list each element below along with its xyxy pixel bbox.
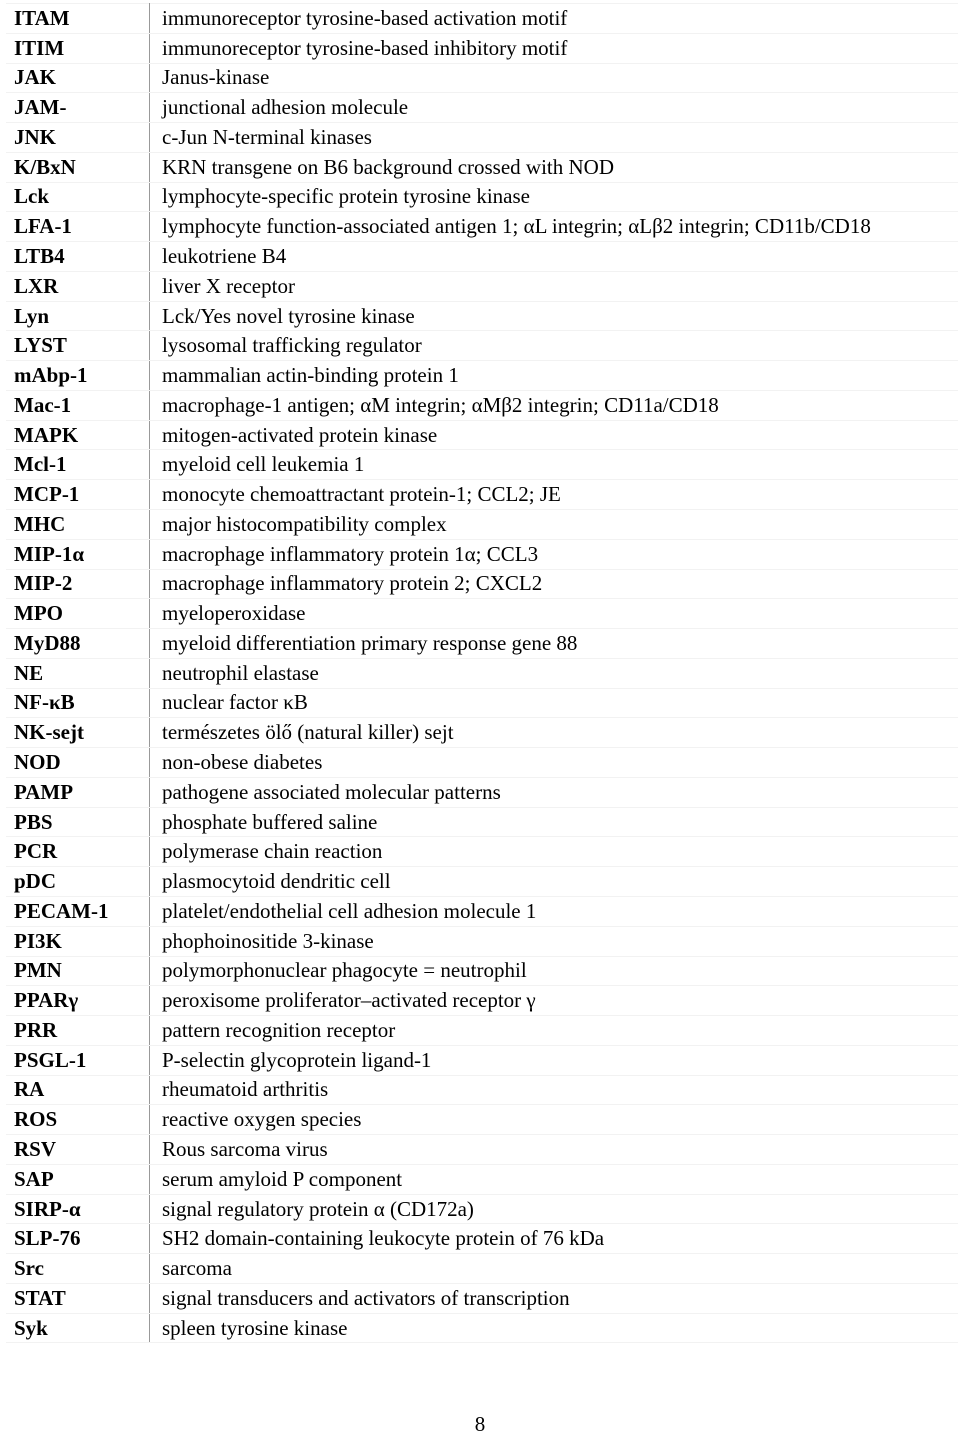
abbreviation-term: MHC bbox=[6, 510, 150, 540]
abbreviation-term: SAP bbox=[6, 1164, 150, 1194]
abbreviation-row bbox=[6, 539, 958, 569]
abbreviation-row bbox=[6, 242, 958, 272]
abbreviation-definition: sarcoma bbox=[150, 1254, 959, 1284]
abbreviation-term: NF-κB bbox=[6, 688, 150, 718]
abbreviation-term: SLP-76 bbox=[6, 1224, 150, 1254]
abbreviation-term: PMN bbox=[6, 956, 150, 986]
abbreviation-definition: mammalian actin-binding protein 1 bbox=[150, 361, 959, 391]
abbreviation-term: K/BxN bbox=[6, 152, 150, 182]
abbreviation-term: ITAM bbox=[6, 4, 150, 34]
abbreviation-row bbox=[6, 1075, 958, 1105]
abbreviation-definition: SH2 domain-containing leukocyte protein of 76 kDa bbox=[150, 1224, 959, 1254]
abbreviation-row bbox=[6, 1135, 958, 1165]
abbreviation-term: MCP-1 bbox=[6, 480, 150, 510]
abbreviation-definition: spleen tyrosine kinase bbox=[150, 1313, 959, 1343]
page-number: 8 bbox=[474, 1412, 486, 1436]
abbreviation-row bbox=[6, 1164, 958, 1194]
abbreviation-row bbox=[6, 1224, 958, 1254]
abbreviation-row bbox=[6, 93, 958, 123]
abbreviation-term: MyD88 bbox=[6, 629, 150, 659]
abbreviation-term: Mac-1 bbox=[6, 390, 150, 420]
abbreviation-term: PRR bbox=[6, 1016, 150, 1046]
abbreviation-row bbox=[6, 361, 958, 391]
abbreviation-row bbox=[6, 629, 958, 659]
abbreviation-definition: természetes ölő (natural killer) sejt bbox=[150, 718, 959, 748]
abbreviation-definition: c-Jun N-terminal kinases bbox=[150, 123, 959, 153]
abbreviation-row bbox=[6, 123, 958, 153]
abbreviation-row bbox=[6, 152, 958, 182]
abbreviation-row bbox=[6, 807, 958, 837]
abbreviation-term: PBS bbox=[6, 807, 150, 837]
abbreviation-table-body bbox=[6, 4, 958, 1343]
abbreviation-definition: signal regulatory protein α (CD172a) bbox=[150, 1194, 959, 1224]
abbreviation-definition: leukotriene B4 bbox=[150, 242, 959, 272]
abbreviation-definition: mitogen-activated protein kinase bbox=[150, 420, 959, 450]
abbreviation-term: STAT bbox=[6, 1283, 150, 1313]
abbreviation-row bbox=[6, 301, 958, 331]
abbreviation-definition: reactive oxygen species bbox=[150, 1105, 959, 1135]
abbreviation-term: Lyn bbox=[6, 301, 150, 331]
abbreviation-term: RSV bbox=[6, 1135, 150, 1165]
abbreviation-definition: lymphocyte-specific protein tyrosine kinase bbox=[150, 182, 959, 212]
abbreviation-term: Mcl-1 bbox=[6, 450, 150, 480]
abbreviation-definition: immunoreceptor tyrosine-based inhibitory motif bbox=[150, 33, 959, 63]
abbreviation-term: LYST bbox=[6, 331, 150, 361]
abbreviation-definition: myeloid cell leukemia 1 bbox=[150, 450, 959, 480]
abbreviation-row bbox=[6, 480, 958, 510]
abbreviation-term: MAPK bbox=[6, 420, 150, 450]
abbreviation-term: ITIM bbox=[6, 33, 150, 63]
abbreviation-row bbox=[6, 896, 958, 926]
abbreviation-term: NK-sejt bbox=[6, 718, 150, 748]
abbreviation-definition: P-selectin glycoprotein ligand-1 bbox=[150, 1045, 959, 1075]
abbreviation-row bbox=[6, 1105, 958, 1135]
abbreviation-definition: neutrophil elastase bbox=[150, 658, 959, 688]
abbreviation-term: PI3K bbox=[6, 926, 150, 956]
abbreviation-row bbox=[6, 867, 958, 897]
abbreviation-definition: myeloperoxidase bbox=[150, 599, 959, 629]
abbreviation-definition: platelet/endothelial cell adhesion molecule 1 bbox=[150, 896, 959, 926]
abbreviation-row bbox=[6, 182, 958, 212]
abbreviation-term: ROS bbox=[6, 1105, 150, 1135]
abbreviation-term: JNK bbox=[6, 123, 150, 153]
abbreviation-term: PAMP bbox=[6, 777, 150, 807]
abbreviation-definition: liver X receptor bbox=[150, 271, 959, 301]
abbreviation-row bbox=[6, 926, 958, 956]
abbreviation-term: JAK bbox=[6, 63, 150, 93]
abbreviation-term: LXR bbox=[6, 271, 150, 301]
abbreviation-row bbox=[6, 569, 958, 599]
abbreviation-definition: monocyte chemoattractant protein-1; CCL2; JE bbox=[150, 480, 959, 510]
abbreviation-term: PCR bbox=[6, 837, 150, 867]
abbreviation-definition: macrophage inflammatory protein 2; CXCL2 bbox=[150, 569, 959, 599]
abbreviation-term: pDC bbox=[6, 867, 150, 897]
abbreviation-row bbox=[6, 718, 958, 748]
abbreviation-definition: macrophage-1 antigen; αM integrin; αMβ2 integrin; CD11a/CD18 bbox=[150, 390, 959, 420]
abbreviation-row bbox=[6, 837, 958, 867]
abbreviation-definition: Lck/Yes novel tyrosine kinase bbox=[150, 301, 959, 331]
abbreviation-row bbox=[6, 956, 958, 986]
abbreviation-definition: macrophage inflammatory protein 1α; CCL3 bbox=[150, 539, 959, 569]
abbreviation-definition: immunoreceptor tyrosine-based activation motif bbox=[150, 4, 959, 34]
abbreviation-row bbox=[6, 688, 958, 718]
abbreviation-row bbox=[6, 599, 958, 629]
abbreviation-definition: peroxisome proliferator–activated receptor γ bbox=[150, 986, 959, 1016]
abbreviation-definition: phophoinositide 3-kinase bbox=[150, 926, 959, 956]
abbreviation-row bbox=[6, 212, 958, 242]
abbreviation-definition: non-obese diabetes bbox=[150, 748, 959, 778]
abbreviation-term: PECAM-1 bbox=[6, 896, 150, 926]
abbreviation-definition: polymorphonuclear phagocyte = neutrophil bbox=[150, 956, 959, 986]
abbreviation-term: mAbp-1 bbox=[6, 361, 150, 391]
abbreviation-row bbox=[6, 1016, 958, 1046]
abbreviation-term: Src bbox=[6, 1254, 150, 1284]
abbreviation-row bbox=[6, 1283, 958, 1313]
abbreviation-row bbox=[6, 450, 958, 480]
abbreviation-row bbox=[6, 748, 958, 778]
abbreviation-term: LFA-1 bbox=[6, 212, 150, 242]
abbreviation-row bbox=[6, 986, 958, 1016]
abbreviation-table bbox=[6, 3, 958, 1343]
abbreviation-row bbox=[6, 390, 958, 420]
abbreviation-row bbox=[6, 510, 958, 540]
abbreviation-row bbox=[6, 658, 958, 688]
abbreviation-definition: polymerase chain reaction bbox=[150, 837, 959, 867]
abbreviation-definition: nuclear factor κB bbox=[150, 688, 959, 718]
abbreviation-definition: KRN transgene on B6 background crossed with NOD bbox=[150, 152, 959, 182]
abbreviation-row bbox=[6, 331, 958, 361]
abbreviation-definition: Rous sarcoma virus bbox=[150, 1135, 959, 1165]
abbreviation-row bbox=[6, 4, 958, 34]
abbreviation-definition: major histocompatibility complex bbox=[150, 510, 959, 540]
abbreviation-definition: serum amyloid P component bbox=[150, 1164, 959, 1194]
abbreviation-term: Lck bbox=[6, 182, 150, 212]
abbreviation-row bbox=[6, 63, 958, 93]
abbreviation-definition: pathogene associated molecular patterns bbox=[150, 777, 959, 807]
abbreviation-term: PPARγ bbox=[6, 986, 150, 1016]
abbreviation-definition: plasmocytoid dendritic cell bbox=[150, 867, 959, 897]
abbreviation-term: RA bbox=[6, 1075, 150, 1105]
abbreviation-term: NE bbox=[6, 658, 150, 688]
abbreviation-row bbox=[6, 777, 958, 807]
abbreviation-term: MIP-2 bbox=[6, 569, 150, 599]
abbreviation-definition: lymphocyte function-associated antigen 1; αL integrin; αLβ2 integrin; CD11b/CD18 bbox=[150, 212, 959, 242]
abbreviation-definition: lysosomal trafficking regulator bbox=[150, 331, 959, 361]
abbreviation-term: NOD bbox=[6, 748, 150, 778]
abbreviation-definition: signal transducers and activators of transcription bbox=[150, 1283, 959, 1313]
abbreviation-term: MIP-1α bbox=[6, 539, 150, 569]
abbreviation-definition: phosphate buffered saline bbox=[150, 807, 959, 837]
abbreviation-row bbox=[6, 33, 958, 63]
abbreviation-row bbox=[6, 420, 958, 450]
abbreviation-definition: junctional adhesion molecule bbox=[150, 93, 959, 123]
abbreviation-term: SIRP-α bbox=[6, 1194, 150, 1224]
abbreviation-term: JAM- bbox=[6, 93, 150, 123]
abbreviation-row bbox=[6, 271, 958, 301]
abbreviation-definition: rheumatoid arthritis bbox=[150, 1075, 959, 1105]
abbreviation-row bbox=[6, 1313, 958, 1343]
abbreviation-term: LTB4 bbox=[6, 242, 150, 272]
abbreviation-definition: Janus-kinase bbox=[150, 63, 959, 93]
abbreviation-term: MPO bbox=[6, 599, 150, 629]
abbreviation-row bbox=[6, 1254, 958, 1284]
abbreviation-term: PSGL-1 bbox=[6, 1045, 150, 1075]
abbreviation-row bbox=[6, 1045, 958, 1075]
abbreviation-definition: pattern recognition receptor bbox=[150, 1016, 959, 1046]
abbreviation-term: Syk bbox=[6, 1313, 150, 1343]
abbreviation-row bbox=[6, 1194, 958, 1224]
abbreviation-definition: myeloid differentiation primary response gene 88 bbox=[150, 629, 959, 659]
